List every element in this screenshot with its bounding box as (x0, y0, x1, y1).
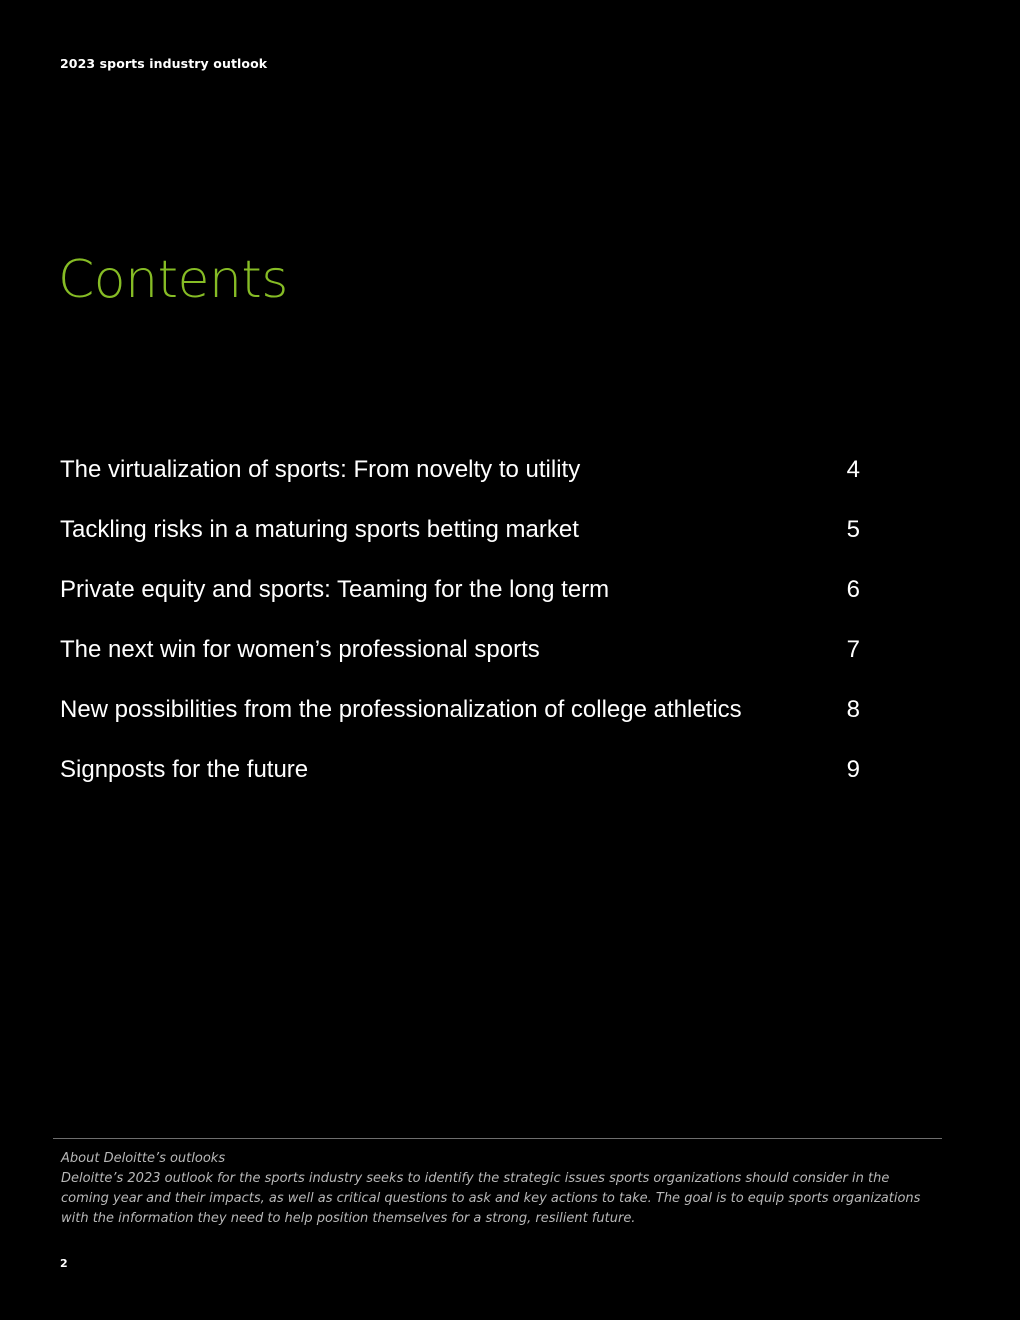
toc-entry-page-number: 5 (846, 516, 860, 543)
toc-entry-label: Tackling risks in a maturing sports betting market (60, 516, 579, 543)
contents-title: Contents (58, 250, 288, 310)
toc-entry-signposts[interactable] (60, 750, 860, 810)
page-number: 2 (60, 1257, 68, 1270)
toc-entry-private-equity[interactable] (60, 570, 860, 630)
toc-entry-label: The next win for women’s professional sports (60, 636, 540, 663)
running-header: 2023 sports industry outlook (60, 56, 268, 71)
toc-entry-page-number: 7 (846, 636, 860, 663)
toc-entry-virtualization[interactable] (60, 450, 860, 510)
footer-divider (53, 1138, 942, 1139)
toc-entry-page-number: 6 (846, 576, 860, 603)
about-outlooks-note (61, 1149, 941, 1229)
toc-entry-page-number: 9 (846, 756, 860, 783)
table-of-contents (60, 450, 860, 810)
toc-entry-label: New possibilities from the professionalization of college athletics (60, 696, 742, 723)
toc-entry-womens-sports[interactable] (60, 630, 860, 690)
toc-entry-label: Private equity and sports: Teaming for the long term (60, 576, 610, 603)
about-heading: About Deloitte’s outlooks (61, 1151, 226, 1166)
about-text: Deloitte’s 2023 outlook for the sports industry seeks to identify the strategic issues sports organizations should consider in the coming year and their impacts, as well as critical questions to ask and key actions to take. The goal is to equip sports organizations with the information they need to help position themselves for a strong, resilient future. (61, 1171, 921, 1226)
toc-entry-label: The virtualization of sports: From novelty to utility (60, 456, 581, 483)
toc-entry-page-number: 4 (846, 456, 860, 483)
toc-entry-page-number: 8 (846, 696, 860, 723)
toc-entry-label: Signposts for the future (60, 756, 309, 783)
toc-entry-college-athletics[interactable] (60, 690, 860, 750)
toc-entry-sports-betting[interactable] (60, 510, 860, 570)
